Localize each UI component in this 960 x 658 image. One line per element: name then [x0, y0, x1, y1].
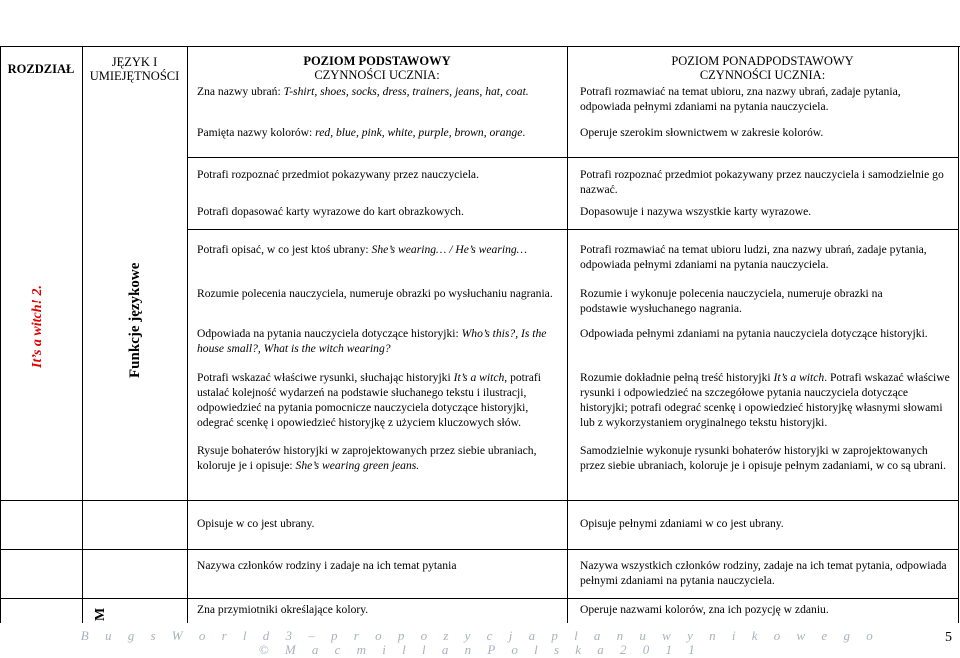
row-divider	[187, 157, 958, 158]
basic-row-clothes-text: Zna nazwy ubrań:	[197, 85, 284, 98]
basic-row-drawing-italic: She’s wearing green jeans.	[295, 459, 420, 472]
basic-row-story-italic: It’s a witch	[453, 371, 505, 384]
header-basic-line2: CZYNNOŚCI UCZNIA:	[314, 68, 440, 82]
page-number: 5	[945, 630, 952, 645]
advanced-row-story	[580, 370, 952, 430]
row-divider	[0, 549, 958, 550]
basic-row-questions-italic: Who’s this?, Is the house small?, What is the witch wearing?	[197, 327, 547, 355]
basic-row-colours	[197, 125, 559, 140]
column-divider	[187, 46, 188, 623]
header-advanced-line2: CZYNNOŚCI UCZNIA:	[699, 68, 826, 82]
row-divider	[0, 500, 958, 501]
basic-row-story-text-b: , potrafi ustalać kolejność wydarzeń na podstawie słuchanego tekstu i ilustracji, odpowiedzieć na pytania pomocnicze nauczyciela dotyczące historyjki, odegrać scenkę i opowiedzieć historyjkę z użyciem kluczowych słów.	[197, 371, 541, 429]
basic-row-adjectives: Zna przymiotniki określające kolory.	[197, 603, 369, 616]
basic-row-colours-text: Pamięta nazwy kolorów:	[197, 126, 316, 139]
header-language-skills	[82, 55, 187, 83]
basic-row-describe-text: Potrafi opisać, w co jest ktoś ubrany:	[197, 243, 372, 256]
basic-row-instructions: Rozumie polecenia nauczyciela, numeruje obrazki po wysłuchaniu nagrania.	[197, 287, 553, 300]
next-section-letter: M	[93, 607, 108, 621]
advanced-row-recognise: Potrafi rozpoznać przedmiot pokazywany przez nauczyciela i samodzielnie go nazwać.	[580, 168, 944, 196]
basic-row-drawing	[197, 443, 559, 473]
header-advanced-level	[567, 54, 958, 82]
chapter-label: It’s a witch! 2.	[30, 285, 45, 368]
advanced-row-dressed: Opisuje pełnymi zdaniami w co jest ubrany.	[580, 517, 784, 530]
basic-row-family: Nazywa członków rodziny i zadaje na ich temat pytania	[197, 559, 457, 572]
table-border-right	[958, 46, 959, 623]
advanced-row-instructions: Rozumie i wykonuje polecenia nauczyciela, numeruje obrazki na podstawie wysłuchanego nagrania.	[580, 287, 883, 315]
advanced-row-family: Nazywa wszystkich członków rodziny, zadaje na ich temat pytania, odpowiada pełnymi zdaniami na pytania nauczyciela.	[580, 559, 947, 587]
basic-row-questions-text: Odpowiada na pytania nauczyciela dotyczące historyjki:	[197, 327, 462, 340]
basic-row-drawing-text: Rysuje bohaterów historyjki w zaprojektowanych przez siebie ubraniach, koloruje je i opisuje:	[197, 444, 537, 472]
header-advanced-line1: POZIOM PONADPODSTAWOWY	[671, 54, 854, 68]
basic-row-clothes	[197, 84, 559, 99]
advanced-row-adjectives: Operuje nazwami kolorów, zna ich pozycję w zdaniu.	[580, 603, 829, 616]
column-divider	[567, 46, 568, 623]
advanced-row-drawing: Samodzielnie wykonuje rysunki bohaterów historyjki w zaprojektowanych przez siebie ubraniach, koloruje je i opisuje pełnym zadaniami, w co są ubrani.	[580, 444, 947, 472]
basic-row-recognise: Potrafi rozpoznać przedmiot pokazywany przez nauczyciela.	[197, 168, 479, 181]
basic-row-colours-italic: red, blue, pink, white, purple, brown, orange	[315, 126, 523, 139]
advanced-row-colours: Operuje szerokim słownictwem w zakresie kolorów.	[580, 126, 824, 139]
table-border-left	[0, 46, 1, 623]
column-divider	[82, 46, 83, 623]
row-divider	[187, 229, 958, 230]
row-divider	[0, 598, 958, 599]
header-basic-line1: POZIOM PODSTAWOWY	[303, 54, 451, 68]
advanced-row-match-cards: Dopasowuje i nazywa wszystkie karty wyrazowe.	[580, 205, 812, 218]
advanced-row-story-italic: It’s a witch	[773, 371, 825, 384]
header-chapter: ROZDZIAŁ	[7, 62, 75, 76]
header-language-skills-line1: JĘZYK I	[111, 55, 158, 69]
header-language-skills-line2: UMIEJĘTNOŚCI	[89, 69, 180, 83]
advanced-row-clothes: Potrafi rozmawiać na temat ubioru, zna nazwy ubrań, zadaje pytania, odpowiada pełnymi zdaniami na pytania nauczyciela.	[580, 85, 901, 113]
footer-title: B u g s W o r l d 3 – p r o p o z y c j a p l a n u w y n i k o w e g o	[80, 628, 880, 643]
footer-copyright: © M a c m i l l a n P o l s k a 2 0 1 1	[258, 642, 702, 657]
header-basic-level	[187, 54, 567, 82]
skills-label: Funkcje językowe	[127, 262, 143, 378]
basic-row-clothes-italic: T-shirt, shoes, socks, dress, trainers, jeans, hat, coat.	[283, 85, 529, 98]
basic-row-match-cards: Potrafi dopasować karty wyrazowe do kart obrazkowych.	[197, 205, 464, 218]
advanced-row-story-text-a: Rozumie dokładnie pełną treść historyjki	[580, 371, 774, 384]
basic-row-describe-italic: She’s wearing… / He’s wearing…	[371, 243, 527, 256]
advanced-row-describe: Potrafi rozmawiać na temat ubioru ludzi, zna nazwy ubrań, zadaje pytania, odpowiada pełnymi zdaniami na pytania nauczyciela.	[580, 243, 927, 271]
basic-row-story-text-a: Potrafi wskazać właściwe rysunki, słuchając historyjki	[197, 371, 454, 384]
advanced-row-story-text-b: . Potrafi wskazać właściwe rysunki i odpowiedzieć na szczegółowe pytania nauczyciela dotyczące historyjki; potrafi odegrać scenkę i opowiedzieć historyjkę własnymi słowami lub z wykorzystaniem oryginalnego tekstu historyjki.	[580, 371, 950, 429]
basic-row-questions	[197, 326, 559, 356]
basic-row-dressed: Opisuje w co jest ubrany.	[197, 517, 315, 530]
basic-row-describe	[197, 242, 559, 257]
advanced-row-questions: Odpowiada pełnymi zdaniami na pytania nauczyciela dotyczące historyjki.	[580, 327, 928, 340]
basic-row-story	[197, 370, 561, 430]
basic-row-colours-end: .	[522, 126, 526, 139]
